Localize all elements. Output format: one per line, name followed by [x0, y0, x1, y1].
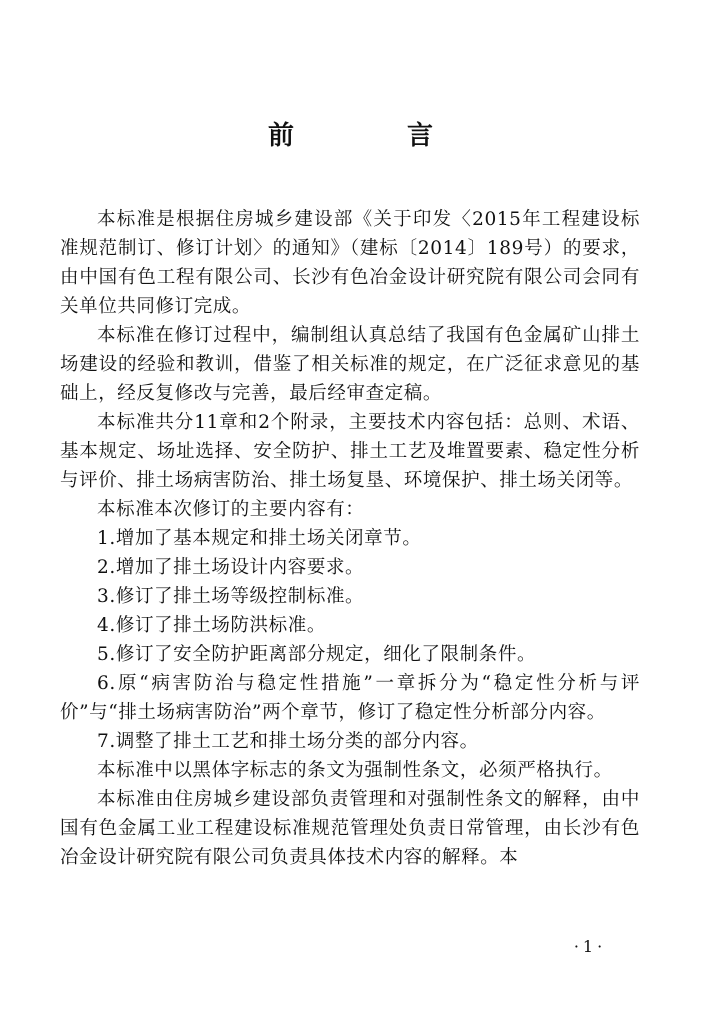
document-body	[60, 205, 640, 872]
paragraph-revision-intro: 本标准本次修订的主要内容有：	[97, 499, 365, 520]
revision-item: 4.修订了排土场防洪标准。	[97, 615, 326, 636]
revision-item: 2.增加了排土场设计内容要求。	[97, 557, 365, 578]
paragraph-content-summary: 本标准共分11章和2个附录，主要技术内容包括：总则、术语、基本规定、场址选择、安全防护、排土工艺及堆置要素、稳定性分析与评价、排土场病害防治、排土场复垦、环境保护、排土场关闭等。	[60, 412, 640, 491]
revision-item: 6.原“病害防治与稳定性措施”一章拆分为“稳定性分析与评价”与“排土场病害防治”两个章节，修订了稳定性分析部分内容。	[60, 673, 640, 723]
revision-item: 7.调整了排土工艺和排土场分类的部分内容。	[97, 731, 479, 752]
paragraph-origin: 本标准是根据住房城乡建设部《关于印发〈2015年工程建设标准规范制订、修订计划〉的通知》（建标〔2014〕189号）的要求，由中国有色工程有限公司、长沙有色冶金设计研究院有限公司会同有关单位共同修订完成。	[60, 209, 640, 317]
paragraph-mandatory-clauses: 本标准中以黑体字标志的条文为强制性条文，必须严格执行。	[97, 760, 613, 781]
revision-list	[60, 524, 640, 756]
revision-item: 3.修订了排土场等级控制标准。	[97, 586, 365, 607]
paragraph-revision-process: 本标准在修订过程中，编制组认真总结了我国有色金属矿山排土场建设的经验和教训，借鉴了相关标准的规定，在广泛征求意见的基础上，经反复修改与完善，最后经审查定稿。	[60, 325, 640, 404]
revision-item: 5.修订了安全防护距离部分规定，细化了限制条件。	[97, 644, 537, 665]
page-number: ·1·	[573, 937, 607, 956]
page-title: 前 言	[267, 121, 486, 151]
revision-item: 1.增加了基本规定和排土场关闭章节。	[97, 528, 422, 549]
paragraph-management: 本标准由住房城乡建设部负责管理和对强制性条文的解释，由中国有色金属工业工程建设标准规范管理处负责日常管理，由长沙有色冶金设计研究院有限公司负责具体技术内容的解释。本	[60, 789, 640, 868]
